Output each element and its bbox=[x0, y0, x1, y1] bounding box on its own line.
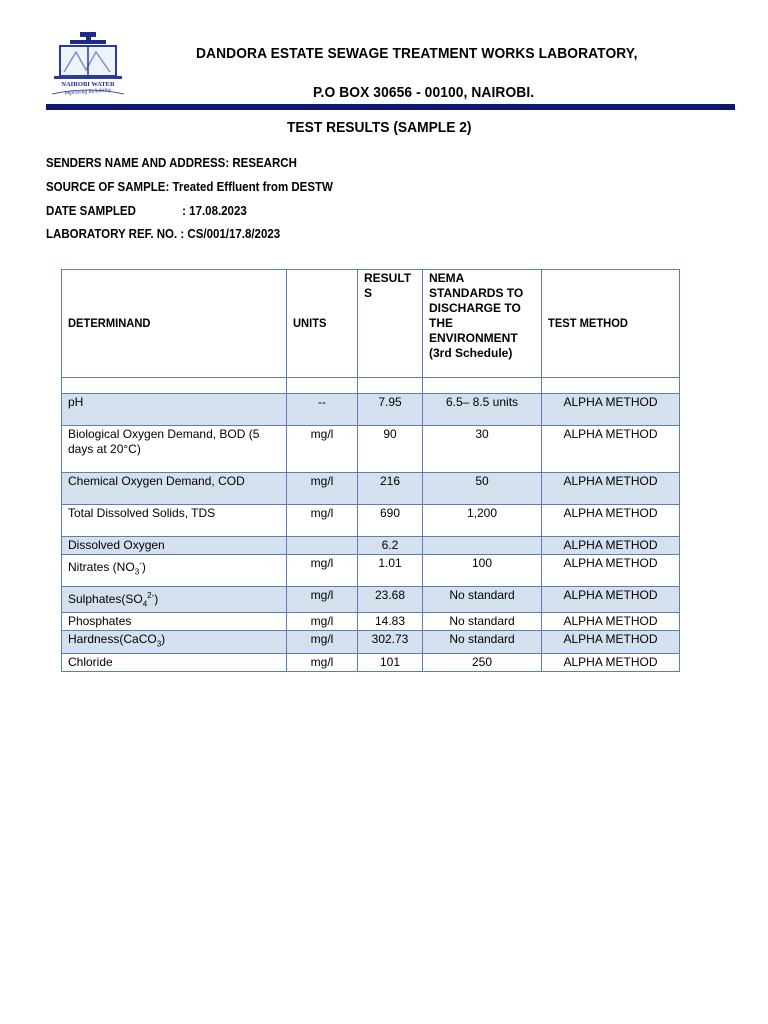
table-cell: 90 bbox=[358, 426, 423, 473]
table-cell: ALPHA METHOD bbox=[542, 505, 680, 537]
source-line bbox=[46, 180, 333, 194]
results-table bbox=[61, 269, 680, 672]
table-cell: Phosphates bbox=[62, 613, 287, 631]
table-cell: 100 bbox=[423, 555, 542, 587]
date-line bbox=[46, 204, 247, 218]
table-cell: mg/l bbox=[287, 613, 358, 631]
table-cell: ALPHA METHOD bbox=[542, 473, 680, 505]
date-value: : 17.08.2023 bbox=[182, 204, 247, 218]
table-cell bbox=[542, 378, 680, 394]
table-cell bbox=[423, 537, 542, 555]
table-spacer-row bbox=[62, 378, 680, 394]
table-cell: 7.95 bbox=[358, 394, 423, 426]
table-cell: 1.01 bbox=[358, 555, 423, 587]
table-cell bbox=[358, 378, 423, 394]
table-cell: ALPHA METHOD bbox=[542, 555, 680, 587]
table-cell: mg/l bbox=[287, 555, 358, 587]
table-cell: 6.5– 8.5 units bbox=[423, 394, 542, 426]
sulphates-label: $Sulphates(SO_4^{2-})$ bbox=[62, 587, 287, 613]
lab-address-heading: P.O BOX 30656 - 00100, NAIROBI. bbox=[313, 84, 535, 101]
source-value: Treated Effluent from DESTW bbox=[172, 180, 333, 194]
col-header-nema: NEMA STANDARDS TO DISCHARGE TO THE ENVIRONMENT (3rd Schedule) bbox=[423, 270, 542, 378]
table-cell: 6.2 bbox=[358, 537, 423, 555]
table-cell bbox=[287, 537, 358, 555]
table-cell: mg/l bbox=[287, 587, 358, 613]
table-cell: No standard bbox=[423, 587, 542, 613]
table-header-row bbox=[62, 270, 680, 378]
lab-ref-line: LABORATORY REF. NO. : CS/001/17.8/2023 bbox=[46, 227, 281, 241]
table-cell: Biological Oxygen Demand, BOD (5 days at 20°C) bbox=[62, 426, 287, 473]
table-cell: ALPHA METHOD bbox=[542, 426, 680, 473]
nitrates-label: Nitrates $(NO_3^-)$ bbox=[62, 555, 287, 587]
table-cell: 101 bbox=[358, 653, 423, 671]
lab-name-heading: DANDORA ESTATE SEWAGE TREATMENT WORKS LABORATORY, bbox=[196, 45, 638, 62]
table-row bbox=[62, 613, 680, 631]
col-header-units: UNITS bbox=[287, 270, 358, 378]
table-cell: mg/l bbox=[287, 473, 358, 505]
table-cell: 302.73 bbox=[358, 631, 423, 653]
table-cell: ALPHA METHOD bbox=[542, 537, 680, 555]
document-title: TEST RESULTS (SAMPLE 2) bbox=[287, 119, 472, 136]
table-row bbox=[62, 394, 680, 426]
table-cell: 30 bbox=[423, 426, 542, 473]
table-cell: mg/l bbox=[287, 505, 358, 537]
table-cell bbox=[423, 378, 542, 394]
table-cell: pH bbox=[62, 394, 287, 426]
sender-line: SENDERS NAME AND ADDRESS: RESEARCH bbox=[46, 156, 297, 170]
table-row bbox=[62, 653, 680, 671]
table-row bbox=[62, 537, 680, 555]
col-header-test-method: TEST METHOD bbox=[542, 270, 680, 378]
table-cell: 1,200 bbox=[423, 505, 542, 537]
header-rule bbox=[46, 104, 735, 110]
table-cell: No standard bbox=[423, 613, 542, 631]
col-header-results: RESULT S bbox=[358, 270, 423, 378]
table-cell: mg/l bbox=[287, 426, 358, 473]
table-cell: 14.83 bbox=[358, 613, 423, 631]
table-cell: 690 bbox=[358, 505, 423, 537]
table-row bbox=[62, 555, 680, 587]
table-cell: ALPHA METHOD bbox=[542, 653, 680, 671]
logo-text: NAIROBI WATER bbox=[61, 81, 115, 88]
table-cell: No standard bbox=[423, 631, 542, 653]
table-cell: 250 bbox=[423, 653, 542, 671]
table-cell: ALPHA METHOD bbox=[542, 613, 680, 631]
table-cell: Chloride bbox=[62, 653, 287, 671]
date-label: DATE SAMPLED bbox=[46, 204, 136, 218]
table-cell: -- bbox=[287, 394, 358, 426]
col-header-determinand: DETERMINAND bbox=[62, 270, 287, 378]
table-cell: mg/l bbox=[287, 631, 358, 653]
nairobi-water-logo bbox=[46, 30, 126, 102]
table-cell: Chemical Oxygen Demand, COD bbox=[62, 473, 287, 505]
table-row bbox=[62, 631, 680, 653]
table-cell bbox=[287, 378, 358, 394]
table-row bbox=[62, 587, 680, 613]
table-row bbox=[62, 473, 680, 505]
table-row bbox=[62, 505, 680, 537]
table-cell: ALPHA METHOD bbox=[542, 394, 680, 426]
hardness-label: Hardness(CaCO$_3$) bbox=[62, 631, 287, 653]
table-cell: 216 bbox=[358, 473, 423, 505]
table-cell bbox=[62, 378, 287, 394]
source-label: SOURCE OF SAMPLE: bbox=[46, 180, 170, 194]
table-cell: 50 bbox=[423, 473, 542, 505]
table-cell: Total Dissolved Solids, TDS bbox=[62, 505, 287, 537]
table-cell: 23.68 bbox=[358, 587, 423, 613]
table-row bbox=[62, 426, 680, 473]
logo-tagline: Improving Reliability bbox=[64, 87, 112, 97]
table-cell: ALPHA METHOD bbox=[542, 631, 680, 653]
table-cell: ALPHA METHOD bbox=[542, 587, 680, 613]
table-cell: mg/l bbox=[287, 653, 358, 671]
table-cell: Dissolved Oxygen bbox=[62, 537, 287, 555]
